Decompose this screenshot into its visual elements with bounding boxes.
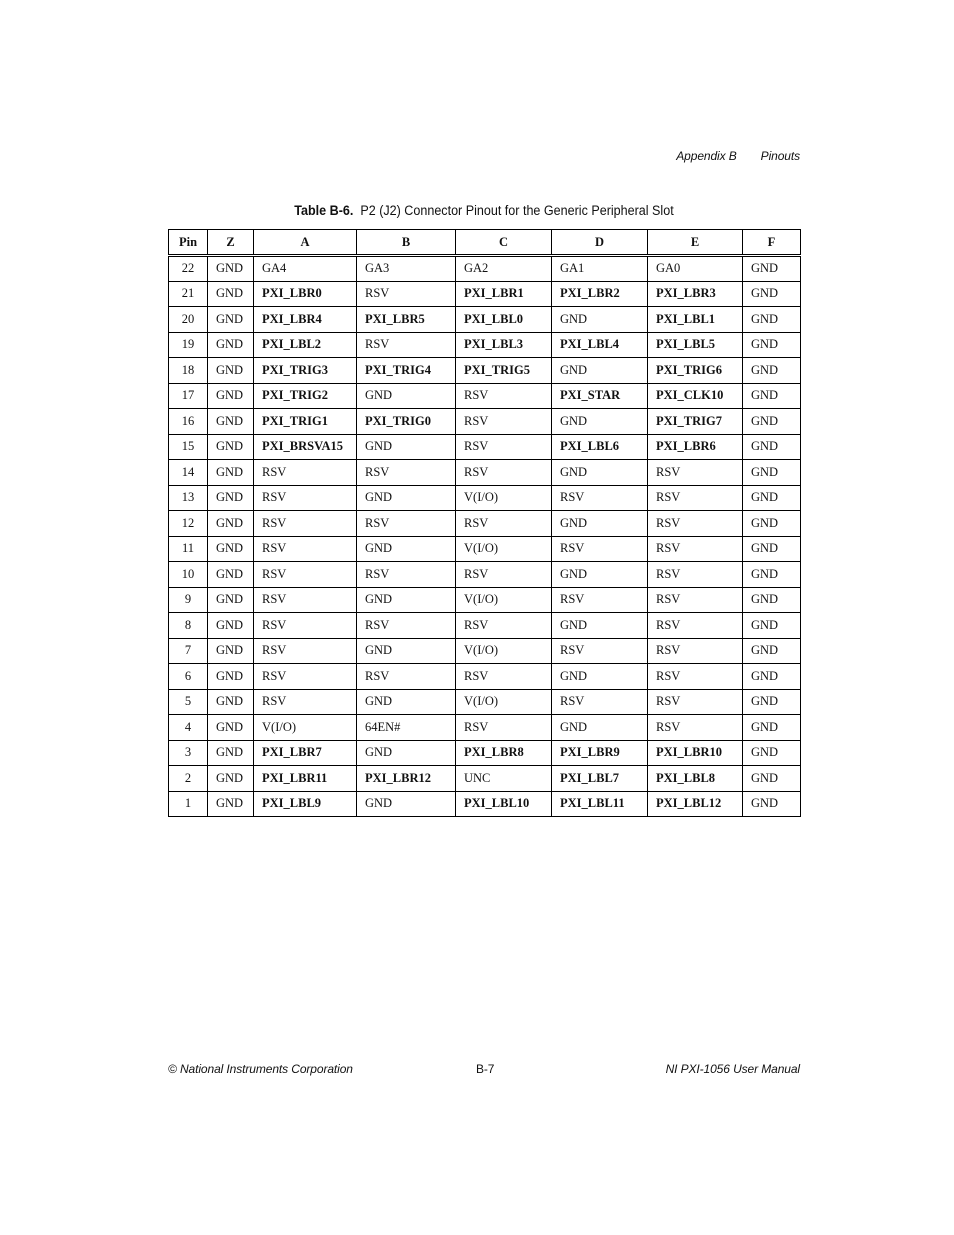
signal-cell: GND: [743, 281, 801, 307]
signal-cell: RSV: [456, 613, 552, 639]
signal-cell: RSV: [357, 511, 456, 537]
pin-number-cell: 22: [169, 256, 208, 282]
pin-number-cell: 19: [169, 332, 208, 358]
table-row: [169, 256, 801, 282]
signal-cell: RSV: [648, 587, 743, 613]
signal-cell: GND: [357, 791, 456, 817]
signal-cell: RSV: [456, 715, 552, 741]
footer-copyright: © National Instruments Corporation: [168, 1062, 353, 1076]
signal-cell: RSV: [648, 511, 743, 537]
signal-cell: GND: [208, 689, 254, 715]
table-header: [169, 230, 801, 256]
signal-cell: PXI_LBL5: [648, 332, 743, 358]
pin-number-cell: 5: [169, 689, 208, 715]
signal-cell: GND: [208, 740, 254, 766]
pin-number-cell: 13: [169, 485, 208, 511]
column-header-c: C: [456, 230, 552, 256]
signal-cell: PXI_TRIG5: [456, 358, 552, 384]
signal-cell: RSV: [648, 689, 743, 715]
table-row: [169, 409, 801, 435]
signal-cell: V(I/O): [456, 536, 552, 562]
signal-cell: RSV: [552, 587, 648, 613]
signal-cell: GND: [208, 383, 254, 409]
signal-cell: GND: [208, 434, 254, 460]
signal-cell: GND: [743, 256, 801, 282]
signal-cell: RSV: [648, 715, 743, 741]
signal-cell: GND: [552, 715, 648, 741]
signal-cell: PXI_TRIG2: [254, 383, 357, 409]
signal-cell: RSV: [552, 689, 648, 715]
column-header-d: D: [552, 230, 648, 256]
signal-cell: UNC: [456, 766, 552, 792]
signal-cell: RSV: [648, 613, 743, 639]
signal-cell: GND: [357, 536, 456, 562]
signal-cell: PXI_LBL6: [552, 434, 648, 460]
running-header: [676, 149, 800, 163]
caption-label: Table B-6.: [294, 203, 354, 218]
signal-cell: GND: [208, 485, 254, 511]
table-row: [169, 358, 801, 384]
signal-cell: GND: [208, 638, 254, 664]
signal-cell: PXI_LBL3: [456, 332, 552, 358]
table-row: [169, 434, 801, 460]
signal-cell: PXI_TRIG7: [648, 409, 743, 435]
signal-cell: PXI_LBR7: [254, 740, 357, 766]
pin-number-cell: 3: [169, 740, 208, 766]
table-caption: [190, 203, 778, 218]
signal-cell: GND: [743, 740, 801, 766]
signal-cell: GND: [208, 307, 254, 333]
signal-cell: RSV: [456, 511, 552, 537]
pin-number-cell: 11: [169, 536, 208, 562]
signal-cell: PXI_TRIG4: [357, 358, 456, 384]
signal-cell: RSV: [456, 383, 552, 409]
signal-cell: PXI_LBL7: [552, 766, 648, 792]
signal-cell: GND: [357, 383, 456, 409]
signal-cell: GND: [743, 562, 801, 588]
table-row: [169, 460, 801, 486]
table-row: [169, 562, 801, 588]
signal-cell: GND: [743, 791, 801, 817]
column-header-e: E: [648, 230, 743, 256]
column-header-a: A: [254, 230, 357, 256]
signal-cell: GND: [743, 689, 801, 715]
signal-cell: GND: [743, 332, 801, 358]
table-row: [169, 715, 801, 741]
signal-cell: GND: [208, 536, 254, 562]
signal-cell: RSV: [254, 587, 357, 613]
signal-cell: GND: [743, 715, 801, 741]
signal-cell: PXI_LBR5: [357, 307, 456, 333]
table-row: [169, 332, 801, 358]
signal-cell: RSV: [254, 562, 357, 588]
signal-cell: RSV: [552, 485, 648, 511]
pin-number-cell: 16: [169, 409, 208, 435]
signal-cell: GND: [552, 562, 648, 588]
signal-cell: GND: [743, 638, 801, 664]
signal-cell: GND: [743, 383, 801, 409]
signal-cell: PXI_LBR8: [456, 740, 552, 766]
signal-cell: GND: [552, 460, 648, 486]
signal-cell: RSV: [456, 434, 552, 460]
page-number: B-7: [476, 1062, 495, 1076]
signal-cell: GND: [552, 511, 648, 537]
pin-number-cell: 18: [169, 358, 208, 384]
pin-number-cell: 14: [169, 460, 208, 486]
signal-cell: GND: [743, 766, 801, 792]
signal-cell: RSV: [254, 664, 357, 690]
signal-cell: GND: [552, 358, 648, 384]
signal-cell: GND: [208, 791, 254, 817]
signal-cell: GND: [208, 460, 254, 486]
signal-cell: RSV: [648, 536, 743, 562]
signal-cell: PXI_LBL1: [648, 307, 743, 333]
signal-cell: V(I/O): [456, 587, 552, 613]
signal-cell: PXI_TRIG0: [357, 409, 456, 435]
signal-cell: GND: [357, 638, 456, 664]
signal-cell: PXI_TRIG1: [254, 409, 357, 435]
signal-cell: PXI_TRIG6: [648, 358, 743, 384]
signal-cell: PXI_LBR4: [254, 307, 357, 333]
signal-cell: V(I/O): [456, 638, 552, 664]
signal-cell: PXI_LBR10: [648, 740, 743, 766]
column-header-pin: Pin: [169, 230, 208, 256]
table-row: [169, 613, 801, 639]
signal-cell: GND: [743, 409, 801, 435]
signal-cell: GND: [208, 587, 254, 613]
signal-cell: RSV: [357, 664, 456, 690]
signal-cell: PXI_CLK10: [648, 383, 743, 409]
table-row: [169, 307, 801, 333]
column-header-b: B: [357, 230, 456, 256]
signal-cell: RSV: [456, 409, 552, 435]
table-row: [169, 511, 801, 537]
signal-cell: GND: [743, 460, 801, 486]
signal-cell: RSV: [648, 562, 743, 588]
signal-cell: PXI_BRSVA15: [254, 434, 357, 460]
signal-cell: GND: [357, 689, 456, 715]
pin-number-cell: 17: [169, 383, 208, 409]
header-section: Appendix B: [676, 149, 737, 163]
signal-cell: GND: [208, 332, 254, 358]
column-header-z: Z: [208, 230, 254, 256]
signal-cell: RSV: [648, 638, 743, 664]
pin-number-cell: 8: [169, 613, 208, 639]
signal-cell: RSV: [254, 460, 357, 486]
pin-number-cell: 15: [169, 434, 208, 460]
table-body: [169, 256, 801, 817]
table-row: [169, 485, 801, 511]
signal-cell: GND: [208, 613, 254, 639]
signal-cell: GND: [208, 409, 254, 435]
signal-cell: RSV: [456, 664, 552, 690]
table-row: [169, 766, 801, 792]
signal-cell: GND: [208, 358, 254, 384]
signal-cell: PXI_LBL12: [648, 791, 743, 817]
signal-cell: GND: [552, 409, 648, 435]
table-row: [169, 689, 801, 715]
pin-number-cell: 7: [169, 638, 208, 664]
pin-number-cell: 4: [169, 715, 208, 741]
signal-cell: PXI_LBL0: [456, 307, 552, 333]
signal-cell: RSV: [357, 281, 456, 307]
signal-cell: RSV: [254, 689, 357, 715]
signal-cell: RSV: [357, 562, 456, 588]
signal-cell: GND: [208, 256, 254, 282]
signal-cell: RSV: [648, 485, 743, 511]
signal-cell: PXI_LBR12: [357, 766, 456, 792]
signal-cell: V(I/O): [456, 689, 552, 715]
footer-manual-title: NI PXI-1056 User Manual: [665, 1062, 800, 1076]
signal-cell: RSV: [648, 664, 743, 690]
signal-cell: GND: [743, 613, 801, 639]
signal-cell: GND: [743, 511, 801, 537]
pin-number-cell: 12: [169, 511, 208, 537]
signal-cell: GND: [208, 562, 254, 588]
pin-number-cell: 10: [169, 562, 208, 588]
signal-cell: PXI_LBL4: [552, 332, 648, 358]
signal-cell: RSV: [254, 485, 357, 511]
pin-number-cell: 20: [169, 307, 208, 333]
signal-cell: GND: [743, 664, 801, 690]
signal-cell: RSV: [456, 460, 552, 486]
table-row: [169, 383, 801, 409]
signal-cell: GND: [357, 740, 456, 766]
signal-cell: GND: [552, 613, 648, 639]
pin-number-cell: 9: [169, 587, 208, 613]
pin-number-cell: 1: [169, 791, 208, 817]
column-header-f: F: [743, 230, 801, 256]
signal-cell: RSV: [648, 460, 743, 486]
signal-cell: GND: [208, 664, 254, 690]
signal-cell: RSV: [357, 613, 456, 639]
table-row: [169, 587, 801, 613]
signal-cell: GND: [357, 485, 456, 511]
signal-cell: PXI_LBR9: [552, 740, 648, 766]
signal-cell: GND: [743, 587, 801, 613]
signal-cell: PXI_TRIG3: [254, 358, 357, 384]
pin-number-cell: 6: [169, 664, 208, 690]
signal-cell: RSV: [456, 562, 552, 588]
signal-cell: GND: [743, 358, 801, 384]
signal-cell: GA4: [254, 256, 357, 282]
signal-cell: GA0: [648, 256, 743, 282]
table-row: [169, 638, 801, 664]
signal-cell: GND: [743, 536, 801, 562]
table-row: [169, 664, 801, 690]
signal-cell: GND: [743, 307, 801, 333]
signal-cell: PXI_LBL8: [648, 766, 743, 792]
table-row: [169, 536, 801, 562]
table-row: [169, 740, 801, 766]
signal-cell: GND: [552, 664, 648, 690]
pinout-table: [168, 229, 801, 817]
signal-cell: GA2: [456, 256, 552, 282]
signal-cell: 64EN#: [357, 715, 456, 741]
signal-cell: RSV: [552, 536, 648, 562]
header-row: [169, 230, 801, 256]
signal-cell: PXI_LBR1: [456, 281, 552, 307]
signal-cell: GND: [208, 715, 254, 741]
signal-cell: GND: [208, 766, 254, 792]
signal-cell: GA3: [357, 256, 456, 282]
signal-cell: PXI_LBR11: [254, 766, 357, 792]
signal-cell: RSV: [254, 511, 357, 537]
signal-cell: V(I/O): [456, 485, 552, 511]
signal-cell: GND: [208, 281, 254, 307]
signal-cell: V(I/O): [254, 715, 357, 741]
signal-cell: PXI_LBL10: [456, 791, 552, 817]
signal-cell: RSV: [254, 638, 357, 664]
caption-text: P2 (J2) Connector Pinout for the Generic Peripheral Slot: [360, 203, 674, 218]
signal-cell: GND: [743, 485, 801, 511]
signal-cell: PXI_LBR3: [648, 281, 743, 307]
signal-cell: GND: [743, 434, 801, 460]
table-row: [169, 281, 801, 307]
signal-cell: PXI_STAR: [552, 383, 648, 409]
signal-cell: GND: [357, 587, 456, 613]
signal-cell: RSV: [357, 460, 456, 486]
signal-cell: RSV: [357, 332, 456, 358]
signal-cell: RSV: [552, 638, 648, 664]
signal-cell: PXI_LBL11: [552, 791, 648, 817]
signal-cell: RSV: [254, 613, 357, 639]
signal-cell: PXI_LBR0: [254, 281, 357, 307]
signal-cell: PXI_LBL9: [254, 791, 357, 817]
signal-cell: GND: [552, 307, 648, 333]
signal-cell: PXI_LBL2: [254, 332, 357, 358]
pin-number-cell: 21: [169, 281, 208, 307]
signal-cell: GA1: [552, 256, 648, 282]
signal-cell: GND: [208, 511, 254, 537]
signal-cell: PXI_LBR6: [648, 434, 743, 460]
table-row: [169, 791, 801, 817]
signal-cell: RSV: [254, 536, 357, 562]
header-chapter: Pinouts: [760, 149, 800, 163]
pin-number-cell: 2: [169, 766, 208, 792]
signal-cell: GND: [357, 434, 456, 460]
signal-cell: PXI_LBR2: [552, 281, 648, 307]
